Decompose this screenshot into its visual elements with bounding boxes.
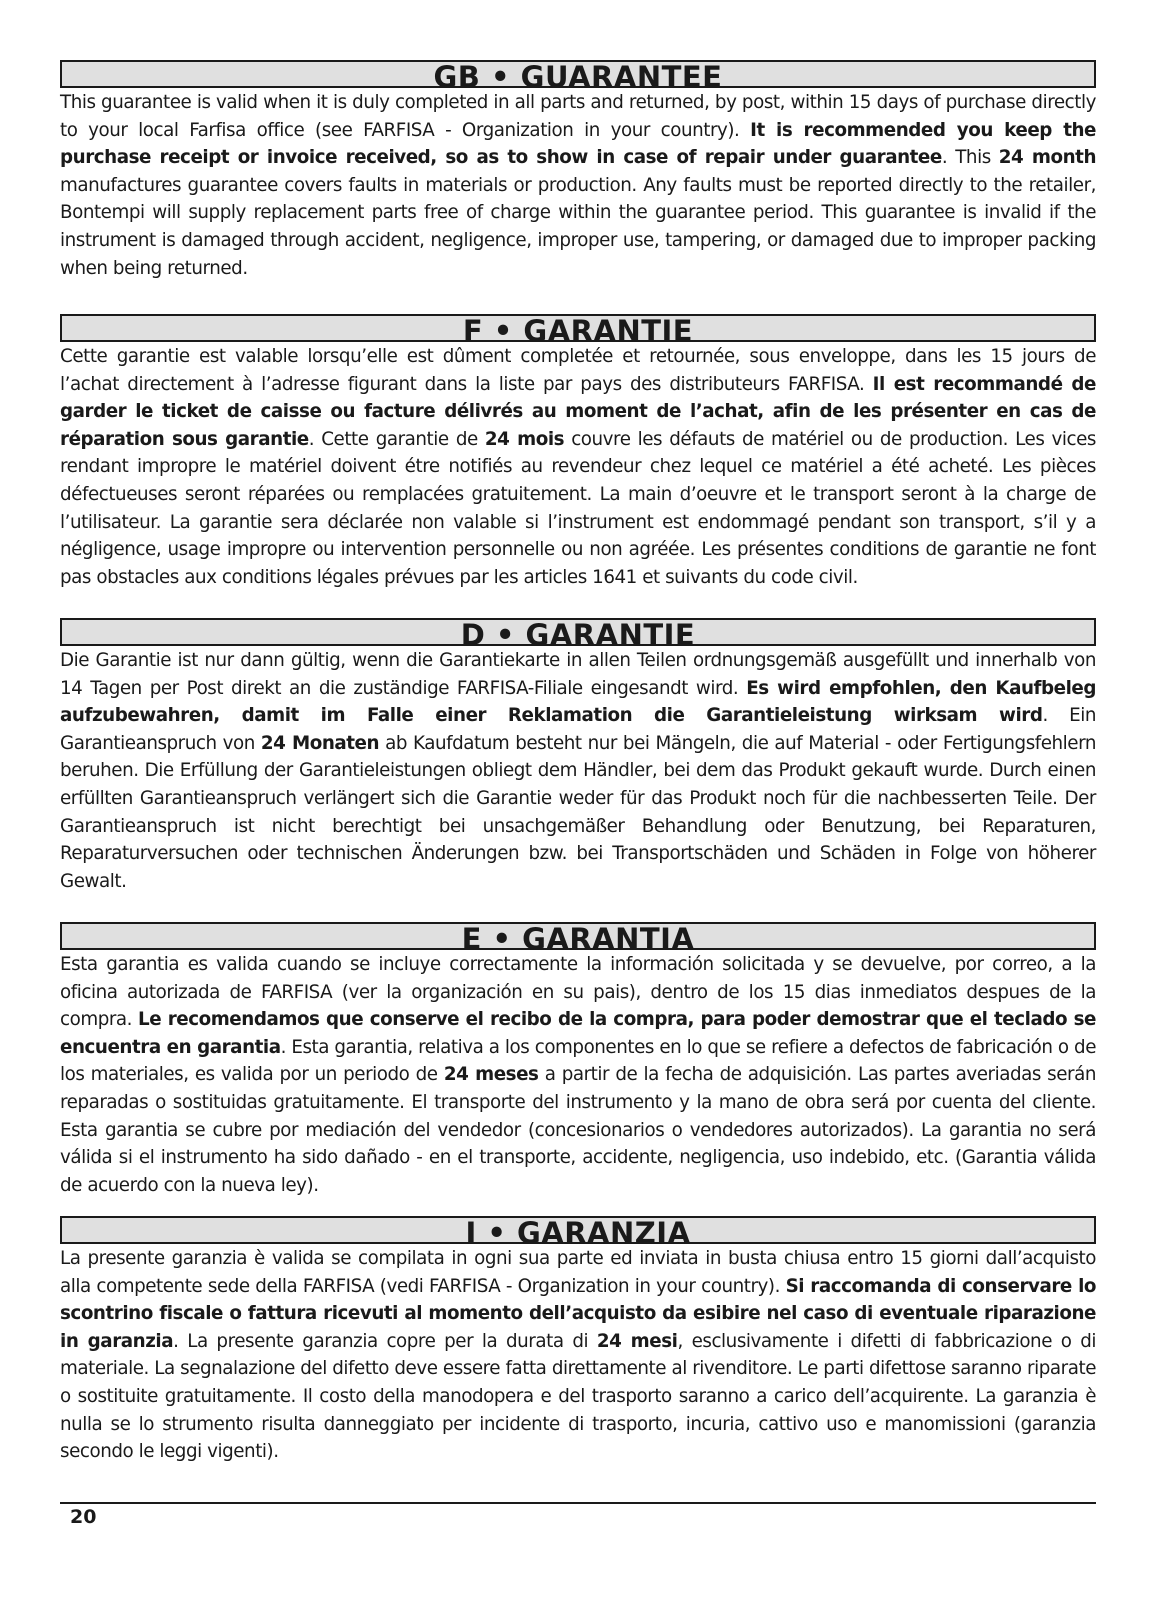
document-page xyxy=(60,60,1096,1500)
section-body: Esta garantia es valida cuando se incluye correctamente la información solicitada y se devuelve, por correo, a la oficina autorizada de FARFISA (ver la organización en su pais), dentro de los 15 dias inmediatos despues de la compra. Le recomendamos que conserve el recibo de la compra, para poder demostrar que el teclado se encuentra en garantia. Esta garantia, relativa a los componentes en lo que se refiere a defectos de fabricación o de los materiales, es valida por un periodo de 24 meses a partir de la fecha de adquisición. Las partes averiadas serán reparadas o sostituidas gratuitamente. El transporte del instrumento y la mano de obra será por cuenta del cliente. Esta garantia se cubre por mediación del vendedor (concesionarios o vendedores autorizados). La garantia no será válida si el instrumento ha sido dañado - en el transporte, accidente, negligencia, uso indebido, etc. (Garantia válida de acuerdo con la nueva ley). xyxy=(60,954,1097,1196)
section-e xyxy=(60,922,1097,1196)
section-body: La presente garanzia è valida se compilata in ogni sua parte ed inviata in busta chiusa entro 15 giorni dall’acquisto alla competente sede della FARFISA (vedi FARFISA - Organization in your country). Si raccomanda di conservare lo scontrino fiscale o fattura ricevuti al momento dell’acquisto da esibire nel caso di eventuale riparazione in garanzia. La presente garanzia copre per la durata di 24 mesi, esclusivamente i difetti di fabbricazione o di materiale. La segnalazione del difetto deve essere fatta direttamente al rivenditore. Le parti difettose saranno riparate o sostituite gratuitamente. Il costo della manodopera e del trasporto saranno a carico dell’acquirente. La garanzia è nulla se lo strumento risulta danneggiato per incidente di trasporto, incuria, cattivo uso e manomissioni (garanzia secondo le leggi vigenti). xyxy=(60,1248,1096,1463)
section-title: F • GARANTIE xyxy=(60,314,1096,342)
section-body: Die Garantie ist nur dann gültig, wenn die Garantiekarte in allen Teilen ordnungsgemäß ausgefüllt und innerhalb von 14 Tagen per Post direkt an die zuständige FARFISA-Filiale eingesandt wird. Es wird empfohlen, den Kaufbeleg aufzubewahren, damit im Falle einer Reklamation die Garantieleistung wirksam wird. Ein Garantieanspruch von 24 Monaten ab Kaufdatum besteht nur bei Mängeln, die auf Material - oder Fertigungsfehlern beruhen. Die Erfüllung der Garantieleistungen obliegt dem Händler, bei dem das Produkt gekauft wurde. Durch einen erfüllten Garantieanspruch verlängert sich die Garantie weder für das Produkt noch für die nachbesserten Teile. Der Garantieanspruch ist nicht berechtigt bei unsachgemäßer Behandlung oder Benutzung, bei Reparaturen, Reparaturversuchen oder technischen Änderungen bzw. bei Transportschäden und Schäden in Folge von höherer Gewalt. xyxy=(60,650,1097,892)
section-body: This guarantee is valid when it is duly completed in all parts and returned, by post, within 15 days of purchase directly to your local Farfisa office (see FARFISA - Organization in your country). It is recommended you keep the purchase receipt or invoice received, so as to show in case of repair under guarantee. This 24 month manufactures guarantee covers faults in materials or production. Any faults must be reported directly to the retailer, Bontempi will supply replacement parts free of charge within the guarantee period. This guarantee is invalid if the instrument is damaged through accident, negligence, improper use, tampering, or damaged due to improper packing when being returned. xyxy=(60,92,1097,279)
section-body: Cette garantie est valable lorsqu’elle est dûment completée et retournée, sous enveloppe, dans les 15 jours de l’achat directement à l’adresse figurant dans la liste par pays des distributeurs FARFISA. Il est recommandé de garder le ticket de caisse ou facture délivrés au moment de l’achat, afin de les présenter en cas de réparation sous garantie. Cette garantie de 24 mois couvre les défauts de matériel ou de production. Les vices rendant impropre le matériel doivent étre notifiés au revendeur chez lequel ce matériel a été acheté. Les pièces défectueuses seront réparées ou remplacées gratuitement. La main d’oeuvre et le transport seront à la charge de l’utilisateur. La garantie sera déclarée non valable si l’instrument est endommagé pendant son transport, s’il y a négligence, usage impropre ou intervention personnelle ou non agréée. Les présentes conditions de garantie ne font pas obstacles aux conditions légales prévues par les articles 1641 et suivants du code civil. xyxy=(60,346,1096,588)
section-i xyxy=(60,1216,1096,1476)
section-title: GB • GUARANTEE xyxy=(60,60,1096,88)
section-gb xyxy=(60,60,1096,290)
section-d xyxy=(60,618,1096,898)
page-number: 20 xyxy=(70,1506,97,1528)
section-title: E • GARANTIA xyxy=(60,922,1096,950)
section-title: D • GARANTIE xyxy=(60,618,1096,646)
footer-rule xyxy=(60,1502,1096,1504)
section-f xyxy=(60,314,1096,594)
section-title: I • GARANZIA xyxy=(60,1216,1096,1244)
